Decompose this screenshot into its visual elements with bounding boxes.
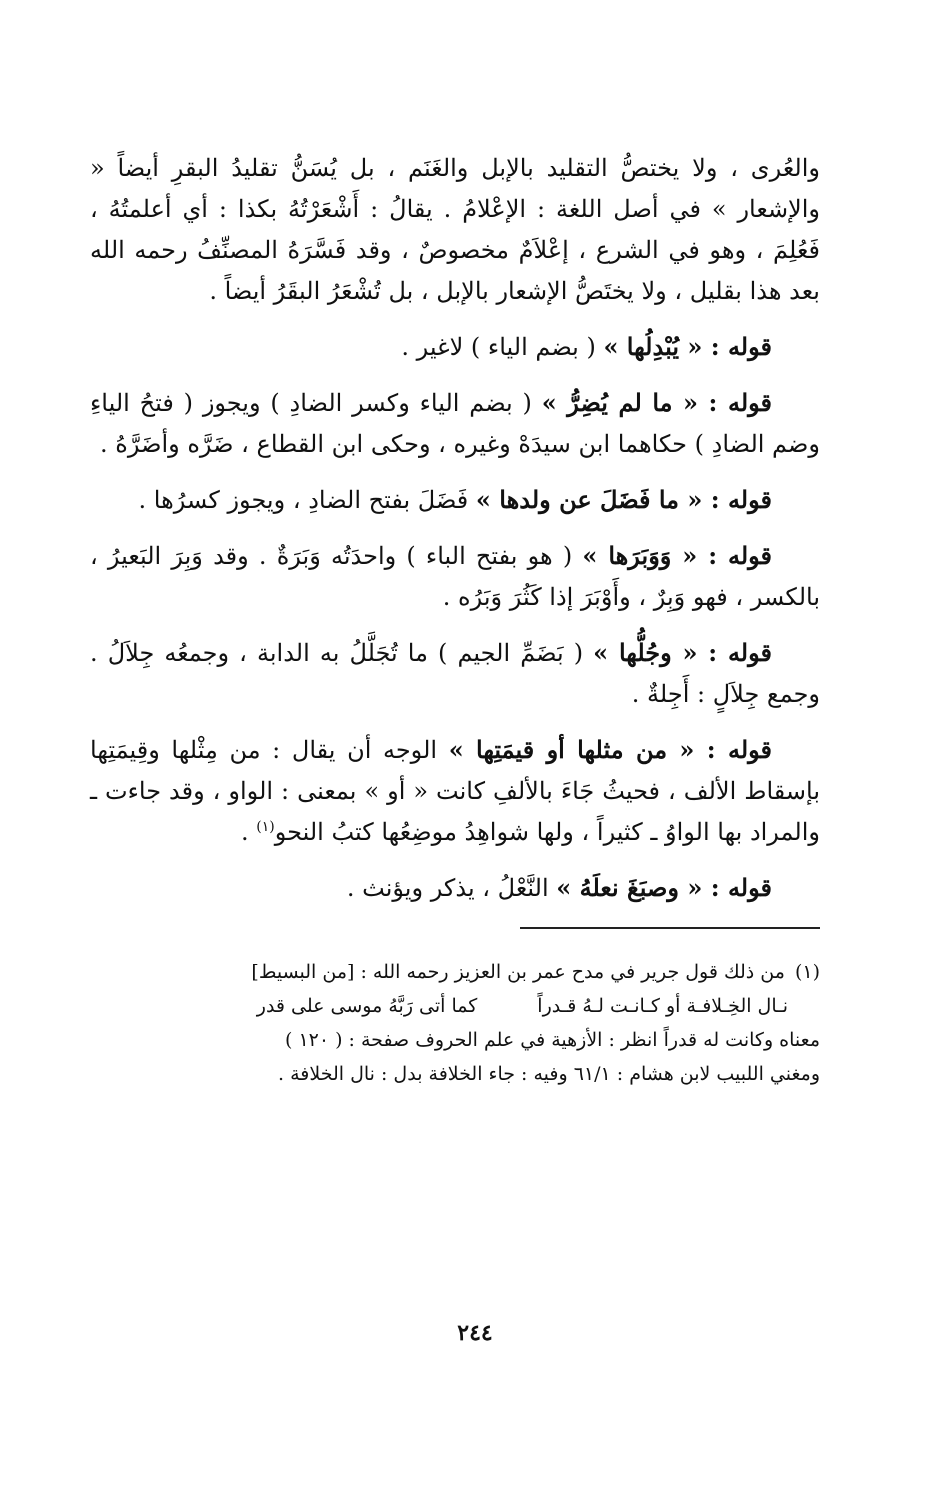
footnote-verse: [90, 989, 820, 1023]
verse-first-hemistich: نـال الخِـلافـة أو كـانـت لـهُ قـدراً: [537, 995, 788, 1017]
paragraph-intro: [90, 148, 820, 312]
paragraph-text: فَضَلَ بفتح الضادِ ، ويجوز كسرُها .: [138, 486, 476, 514]
paragraph-sabagha: [90, 867, 820, 909]
paragraph-julluha: [90, 632, 820, 715]
paragraph-lead: قوله : « وصبَغَ نعلَهُ »: [556, 873, 772, 902]
paragraph-lead: قوله : « يُبْدِلُها »: [603, 332, 772, 361]
footnote-intro-line: [90, 955, 820, 989]
paragraph-text: الوجه أن يقال : من مِثْلها وقِيمَتِها بإسقاط الألف ، فحيثُ جَاءَ بالألفِ كانت « أو » بمعنى : الواو ، وقد جاءت ـ والمراد بها الواوُ ـ كثيراً ، ولها شواهِدُ موضِعُها كتبُ النحو: [90, 736, 820, 846]
main-text: [90, 148, 820, 909]
paragraph-text: ( بَضَمِّ الجيم ) ما تُجَلَّلُ به الدابة ، وجمعُه جِلاَلُ . وجمع جِلاَلٍ : أَجِلةٌ .: [90, 639, 820, 708]
page-number: ٢٤٤: [457, 1320, 493, 1346]
footnote-reference[interactable]: (١): [256, 819, 275, 835]
paragraph-text: والعُرى ، ولا يختصُّ التقليد بالإبل والغَنَم ، بل يُسَنُّ تقليدُ البقرِ أيضاً « والإشعار » في أصل اللغة : الإعْلامُ . يقالُ : أَشْعَرْتُهُ بكذا : أي أعلمتُهُ ، فَعُلِمَ ، وهو في الشرع ، إعْلاَمٌ مخصوصٌ ، وقد فَسَّرَهُ المصنِّفُ رحمه الله بعد هذا بقليل ، ولا يختَصُّ الإشعار بالإبل ، بل تُشْعَرُ البقَرُ أيضاً .: [90, 154, 820, 305]
footnote-divider: [520, 927, 820, 929]
paragraph-lead: قوله : « وجُلُّها »: [593, 638, 772, 667]
paragraph-lead: قوله : « من مثلها أو قيمَتِها »: [448, 735, 772, 764]
paragraph-text: النَّعْلُ ، يذكر ويؤنث .: [346, 874, 557, 902]
paragraph-text: ( بضم الياء ) لاغير .: [401, 333, 604, 361]
footnotes: [90, 955, 820, 1091]
paragraph-min-mithliha: [90, 729, 820, 853]
paragraph-lead: قوله : « وَوَبَرَها »: [582, 541, 773, 570]
footnote-number: (١): [794, 961, 820, 983]
paragraph-ma-fadala: [90, 479, 820, 521]
paragraph-tail: .: [241, 818, 257, 846]
paragraph-text: ( هو بفتح الباء ) واحدَتُه وَبَرَةٌ . وقد وَبِرَ البَعيرُ ، بالكسر ، فهو وَبِرٌ ، وأَوْبَرَ إذا كَثُرَ وَبَرُه .: [90, 542, 820, 611]
page-content: [90, 148, 820, 1091]
footnote-intro: من ذلك قول جرير في مدح عمر بن العزيز رحمه الله : [من البسيط]: [251, 961, 785, 983]
paragraph-wabaraha: [90, 535, 820, 618]
paragraph-ma-lam-yudirru: [90, 382, 820, 465]
paragraph-text: ( بضم الياء وكسر الضادِ ) ويجوز ( فتحُ الياءِ وضم الضادِ ) حكاهما ابن سيدَهْ وغيره ، وحكى ابن القطاع ، ضَرَّه وأضَرَّهُ .: [90, 389, 820, 458]
paragraph-lead: قوله : « ما فَضَلَ عن ولدها »: [475, 485, 772, 514]
paragraph-yubdiluha: [90, 326, 820, 368]
paragraph-lead: قوله : « ما لم يُضِرُّ »: [541, 388, 773, 417]
footnote-line: ومغني اللبيب لابن هشام : ٦١/١ وفيه : جاء الخلافة بدل : نال الخلافة .: [278, 1063, 820, 1085]
verse-second-hemistich: كما أتى رَبَّهُ موسى على قدر: [256, 995, 478, 1017]
footnote-line: معناه وكانت له قدراً انظر : الأزهية في علم الحروف صفحة : ( ١٢٠ ): [284, 1029, 820, 1051]
